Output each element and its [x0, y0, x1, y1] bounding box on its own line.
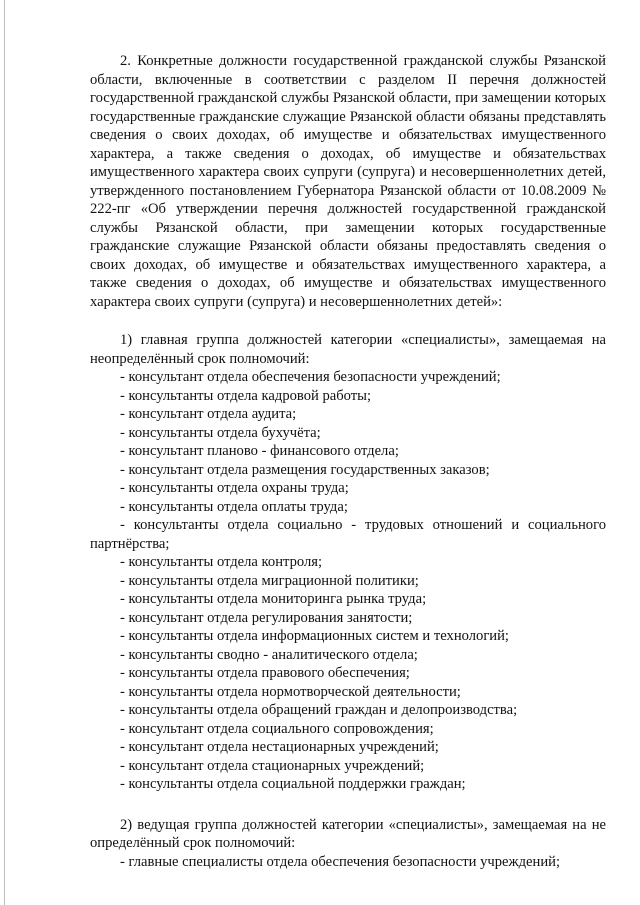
group1-position-list	[90, 368, 606, 794]
list-item: - консультанты отдела мониторинга рынка труда;	[120, 591, 427, 607]
list-item: - консультанты отдела социальной поддержки граждан;	[120, 776, 466, 792]
list-item: - консультанты отдела кадровой работы;	[120, 387, 372, 404]
list-item: - консультанты отдела социально - трудовых отношений и социального партнёрства;	[90, 517, 606, 552]
list-item: - консультант отдела аудита;	[120, 406, 297, 422]
scan-edge-line	[4, 0, 5, 905]
list-item: - консультант отдела социального сопровождения;	[120, 720, 434, 737]
list-item: - консультанты отдела миграционной политики;	[120, 572, 419, 589]
list-item: - консультанты отдела контроля;	[120, 554, 323, 570]
list-item: - консультанты отдела охраны труда;	[120, 480, 349, 496]
group2-heading: 2) ведущая группа должностей категории «специалисты», замещаемая на не определённый срок полномочий:	[90, 816, 606, 851]
list-item: - главные специалисты отдела обеспечения безопасности учреждений;	[120, 853, 560, 870]
list-item: - консультант отдела нестационарных учреждений;	[120, 739, 439, 755]
list-item: - консультант отдела обеспечения безопасности учреждений;	[120, 369, 501, 385]
list-item: - консультанты отдела оплаты труда;	[120, 498, 348, 515]
group1-heading: 1) главная группа должностей категории «специалисты», замещаемая на неопределённый срок полномочий:	[90, 332, 606, 367]
list-item: - консультант планово - финансового отдела;	[120, 443, 399, 459]
list-item: - консультант отдела размещения государственных заказов;	[120, 461, 490, 478]
document-page	[90, 52, 606, 871]
list-item: - консультанты отдела правового обеспечения;	[120, 665, 410, 681]
intro-paragraph: 2. Конкретные должности государственной гражданской службы Рязанской области, включенные в соответствии с разделом II перечня должностей государственной гражданской службы Рязанской области, при замещении которых государственные гражданские служащие Рязанской области обязаны представлять сведения о своих доходах, об имуществе и обязательствах имущественного характера, а также сведения о доходах, об имуществе и обязательствах имущественного характера своих супруги (супруга) и несовершеннолетних детей, утвержденного постановлением Губернатора Рязанской области от 10.08.2009 № 222-пг «Об утверждении перечня должностей государственной гражданской службы Рязанской области, при замещении которых государственные гражданские служащие Рязанской области обязаны предоставлять сведения о своих доходах, об имуществе и обязательствах имущественного характера, а также сведения о доходах, об имуществе и обязательствах имущественного характера своих супруги (супруга) и несовершеннолетних детей»:	[90, 53, 606, 310]
list-item: - консультанты отдела информационных систем и технологий;	[120, 628, 509, 644]
list-item: - консультант отдела стационарных учреждений;	[120, 757, 425, 774]
list-item: - консультанты отдела нормотворческой деятельности;	[120, 683, 461, 700]
list-item: - консультант отдела регулирования занятости;	[120, 609, 413, 626]
list-item: - консультанты отдела бухучёта;	[120, 424, 321, 441]
group2-position-list	[90, 853, 606, 872]
list-item: - консультанты отдела обращений граждан и делопроизводства;	[120, 702, 518, 718]
list-item: - консультанты сводно - аналитического отдела;	[120, 646, 418, 663]
